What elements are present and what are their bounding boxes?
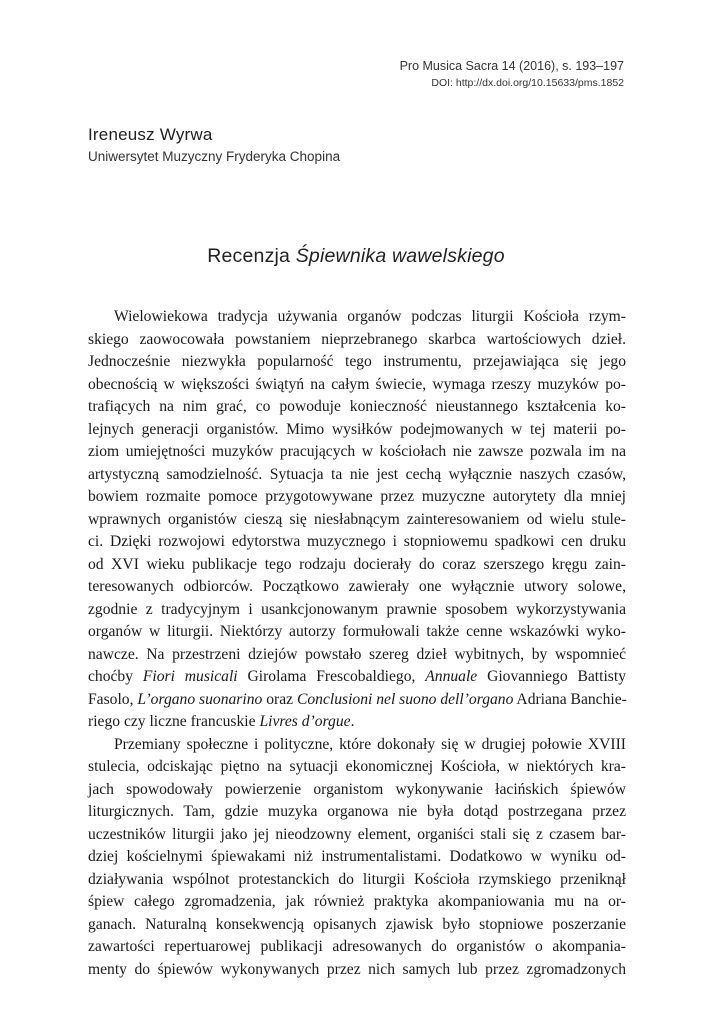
author-block <box>88 124 340 166</box>
work-title: Fiori musicali <box>142 668 238 685</box>
paragraph-1-line: ziom umiejętności muzyków pracujących w kościołach nie zawsze pozwala im na <box>88 443 626 460</box>
paragraph-1-line: trafiących na nim grać, co powoduje konieczność nieustannego kształcenia ko- <box>88 398 626 415</box>
paragraph-2-line: dziej kościelnymi śpiewakami niż instrumentalistami. Dodatkowo w wyniku od- <box>88 848 626 865</box>
paragraph-1-line: wprawnych organistów cieszą się niesłabnącym zainteresowaniem od wielu stule- <box>88 510 626 528</box>
paragraph-1-line: obecnością w większości świątyń na całym świecie, wymaga rzeszy muzyków po- <box>88 375 626 393</box>
paragraph-2-line: liturgicznych. Tam, gdzie muzyka organowa nie była dotąd postrzegana przez <box>88 803 626 820</box>
journal-header <box>400 58 624 92</box>
paragraph-1-line: od XVI wieku publikacje tego rodzaju docierały do coraz szerszego kręgu zain- <box>88 555 626 573</box>
paragraph-1-line: skiego zaowocowała powstaniem nieprzebranego skarbca wartościowych dzieł. <box>88 330 626 348</box>
paragraph-2-line: jach spowodowały powierzenie organistom wykonywanie łacińskich śpiewów <box>88 780 626 798</box>
paragraph-1-line: nawcze. Na przestrzeni dziejów powstało szereg dzieł wybitnych, by wspomnieć <box>88 645 626 663</box>
paragraph-2-line: ganach. Naturalną konsekwencją opisanych zjawisk było stopniowe poszerzanie <box>88 915 626 933</box>
work-title: Annuale <box>425 668 478 685</box>
paragraph-1-line: lejnych generacji organistów. Mimo wysiłków podejmowanych w tej materii po- <box>88 420 626 438</box>
text-run: oraz <box>262 690 297 708</box>
doi-link[interactable]: DOI: http://dx.doi.org/10.15633/pms.1852 <box>431 77 624 89</box>
work-title: Livres d’orgue <box>259 713 351 730</box>
title-prefix: Recenzja <box>207 245 296 267</box>
text-run: riego czy liczne francuskie <box>88 713 260 730</box>
article-title <box>0 245 712 268</box>
text-run: Fasolo, <box>88 690 138 708</box>
paragraph-2-line: uczestników liturgii jako jej nieodzowny element, organiści stali się z czasem bar- <box>88 825 626 843</box>
article-body <box>88 306 626 981</box>
work-title: L’organo suonarino <box>137 690 263 708</box>
paragraph-1-line: Wielowiekowa tradycja używania organów podczas liturgii Kościoła rzym- <box>114 308 626 325</box>
paragraph-1-line-titles <box>88 689 626 712</box>
paragraph-1-line: organów w liturgii. Niektórzy autorzy formułowali także cenne wskazówki wyko- <box>88 623 626 640</box>
paragraph-2-line: Przemiany społeczne i polityczne, które dokonały się w drugiej połowie XVIII <box>114 735 626 753</box>
paragraph-2-line: działywania wspólnot protestanckich do liturgii Kościoła rzymskiego przeniknął <box>88 870 626 888</box>
text-run: Adriana Banchie- <box>513 690 627 708</box>
paragraph-2-line: śpiew całego zgromadzenia, jak również praktyka akompaniowania mu na or- <box>88 893 626 910</box>
title-italic: Śpiewnika wawelskiego <box>295 245 505 267</box>
journal-citation: Pro Musica Sacra 14 (2016), s. 193–197 <box>399 59 624 73</box>
paragraph-1-line: Jednocześnie niezwykła popularność tego instrumentu, przejawiająca się jego <box>88 353 626 370</box>
paragraph-2-line: zawartości repertuarowej publikacji adresowanych do organistów o akompania- <box>88 938 626 955</box>
paragraph-2-line: stulecia, odciskając piętno na sytuacji ekonomicznej Kościoła, w niektórych kra- <box>88 758 626 775</box>
text-run: Girolama Frescobaldiego, <box>237 668 426 685</box>
paragraph-1-line: artystyczną samodzielność. Sytuacja ta nie jest cechą wyłącznie naszych czasów, <box>88 465 626 483</box>
paragraph-1-line: bowiem rozmaite pomoce przygotowywane przez muzyczne autorytety dla mniej <box>88 488 626 505</box>
author-affiliation: Uniwersytet Muzyczny Fryderyka Chopina <box>88 149 341 164</box>
paragraph-1-line: teresowanych odbiorców. Początkowo zawierały one wyłącznie utwory solowe, <box>88 578 626 595</box>
paragraph-1-line-titles <box>88 711 626 734</box>
text-run: Giovanniego Battisty <box>477 668 626 685</box>
paragraph-1-line: ci. Dzięki rozwojowi edytorstwa muzycznego i stopniowemu spadkowi cen druku <box>88 533 626 550</box>
author-name: Ireneusz Wyrwa <box>88 125 213 144</box>
text-run: . <box>350 713 355 730</box>
text-run: choćby <box>88 668 143 685</box>
paragraph-2-line: menty do śpiewów wykonywanych przez nich samych lub przez zgromadzonych <box>88 960 626 978</box>
paragraph-1-line: zgodnie z tradycyjnym i usankcjonowanym prawnie sposobem wykorzystywania <box>88 600 626 618</box>
paragraph-1-line-titles <box>88 666 626 689</box>
work-title: Conclusioni nel suono dell’organo <box>296 690 514 708</box>
